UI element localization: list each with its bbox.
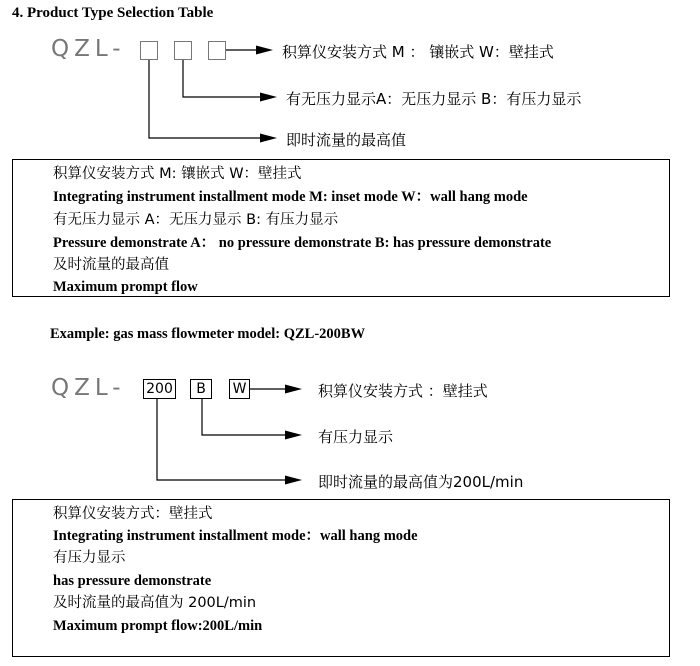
example-flow-arrowhead [285, 476, 302, 485]
example-install-arrowhead [285, 385, 302, 394]
diagram2-install-label: 积算仪安装方式 ：壁挂式 [318, 382, 488, 400]
diagram1-pressure-label: 有无压力显示A：无压力显示 B：有压力显示 [286, 90, 582, 108]
info1-line-pressure-en: Pressure demonstrate A： no pressure demonstrate B: has pressure demonstrate [53, 235, 552, 251]
info2-line-pressure-cn: 有压力显示 [53, 550, 126, 566]
info2-line-flow-en: Maximum prompt flow:200L/min [53, 618, 263, 634]
section-heading: 4. Product Type Selection Table [12, 5, 214, 21]
info1-line-flow-en: Maximum prompt flow [53, 279, 198, 295]
info1-line-pressure-cn: 有无压力显示 A：无压力显示 B: 有压力显示 [53, 212, 339, 228]
example-pressure-code-box: B [190, 379, 212, 399]
info2-line-pressure-en: has pressure demonstrate [53, 573, 212, 589]
diagram1-flow-label: 即时流量的最高值 [286, 131, 407, 149]
example-flow-code-box: 200 [143, 379, 176, 399]
info-box-2 [12, 499, 670, 657]
diagram2-model-prefix: QZL- [51, 375, 126, 401]
diagram1-install-label: 积算仪安装方式 M ： 镶嵌式 W：壁挂式 [282, 43, 554, 61]
example-flow-connector-line [157, 398, 285, 480]
info1-line-flow-cn: 及时流量的最高值 [53, 257, 169, 273]
example-install-code-box: W [229, 379, 250, 399]
info2-line-flow-cn: 及时流量的最高值为 200L/min [53, 595, 257, 611]
example-pressure-connector-line [202, 398, 285, 435]
info2-line-install-cn: 积算仪安装方式：壁挂式 [53, 506, 213, 522]
example-line: Example: gas mass flowmeter model: QZL-200BW [50, 326, 366, 342]
diagram2-flow-label: 即时流量的最高值为200L/min [318, 473, 524, 491]
diagram1-model-prefix: QZL- [51, 36, 126, 62]
info2-line-install-en: Integrating instrument installment mode：wall hang mode [53, 528, 418, 544]
info1-line-install-en: Integrating instrument installment mode M: inset mode W：wall hang mode [53, 189, 528, 205]
info1-line-install-cn: 积算仪安装方式 M: 镶嵌式 W：壁挂式 [53, 166, 302, 182]
example-pressure-arrowhead [285, 431, 302, 440]
diagram2-pressure-label: 有压力显示 [318, 428, 394, 446]
